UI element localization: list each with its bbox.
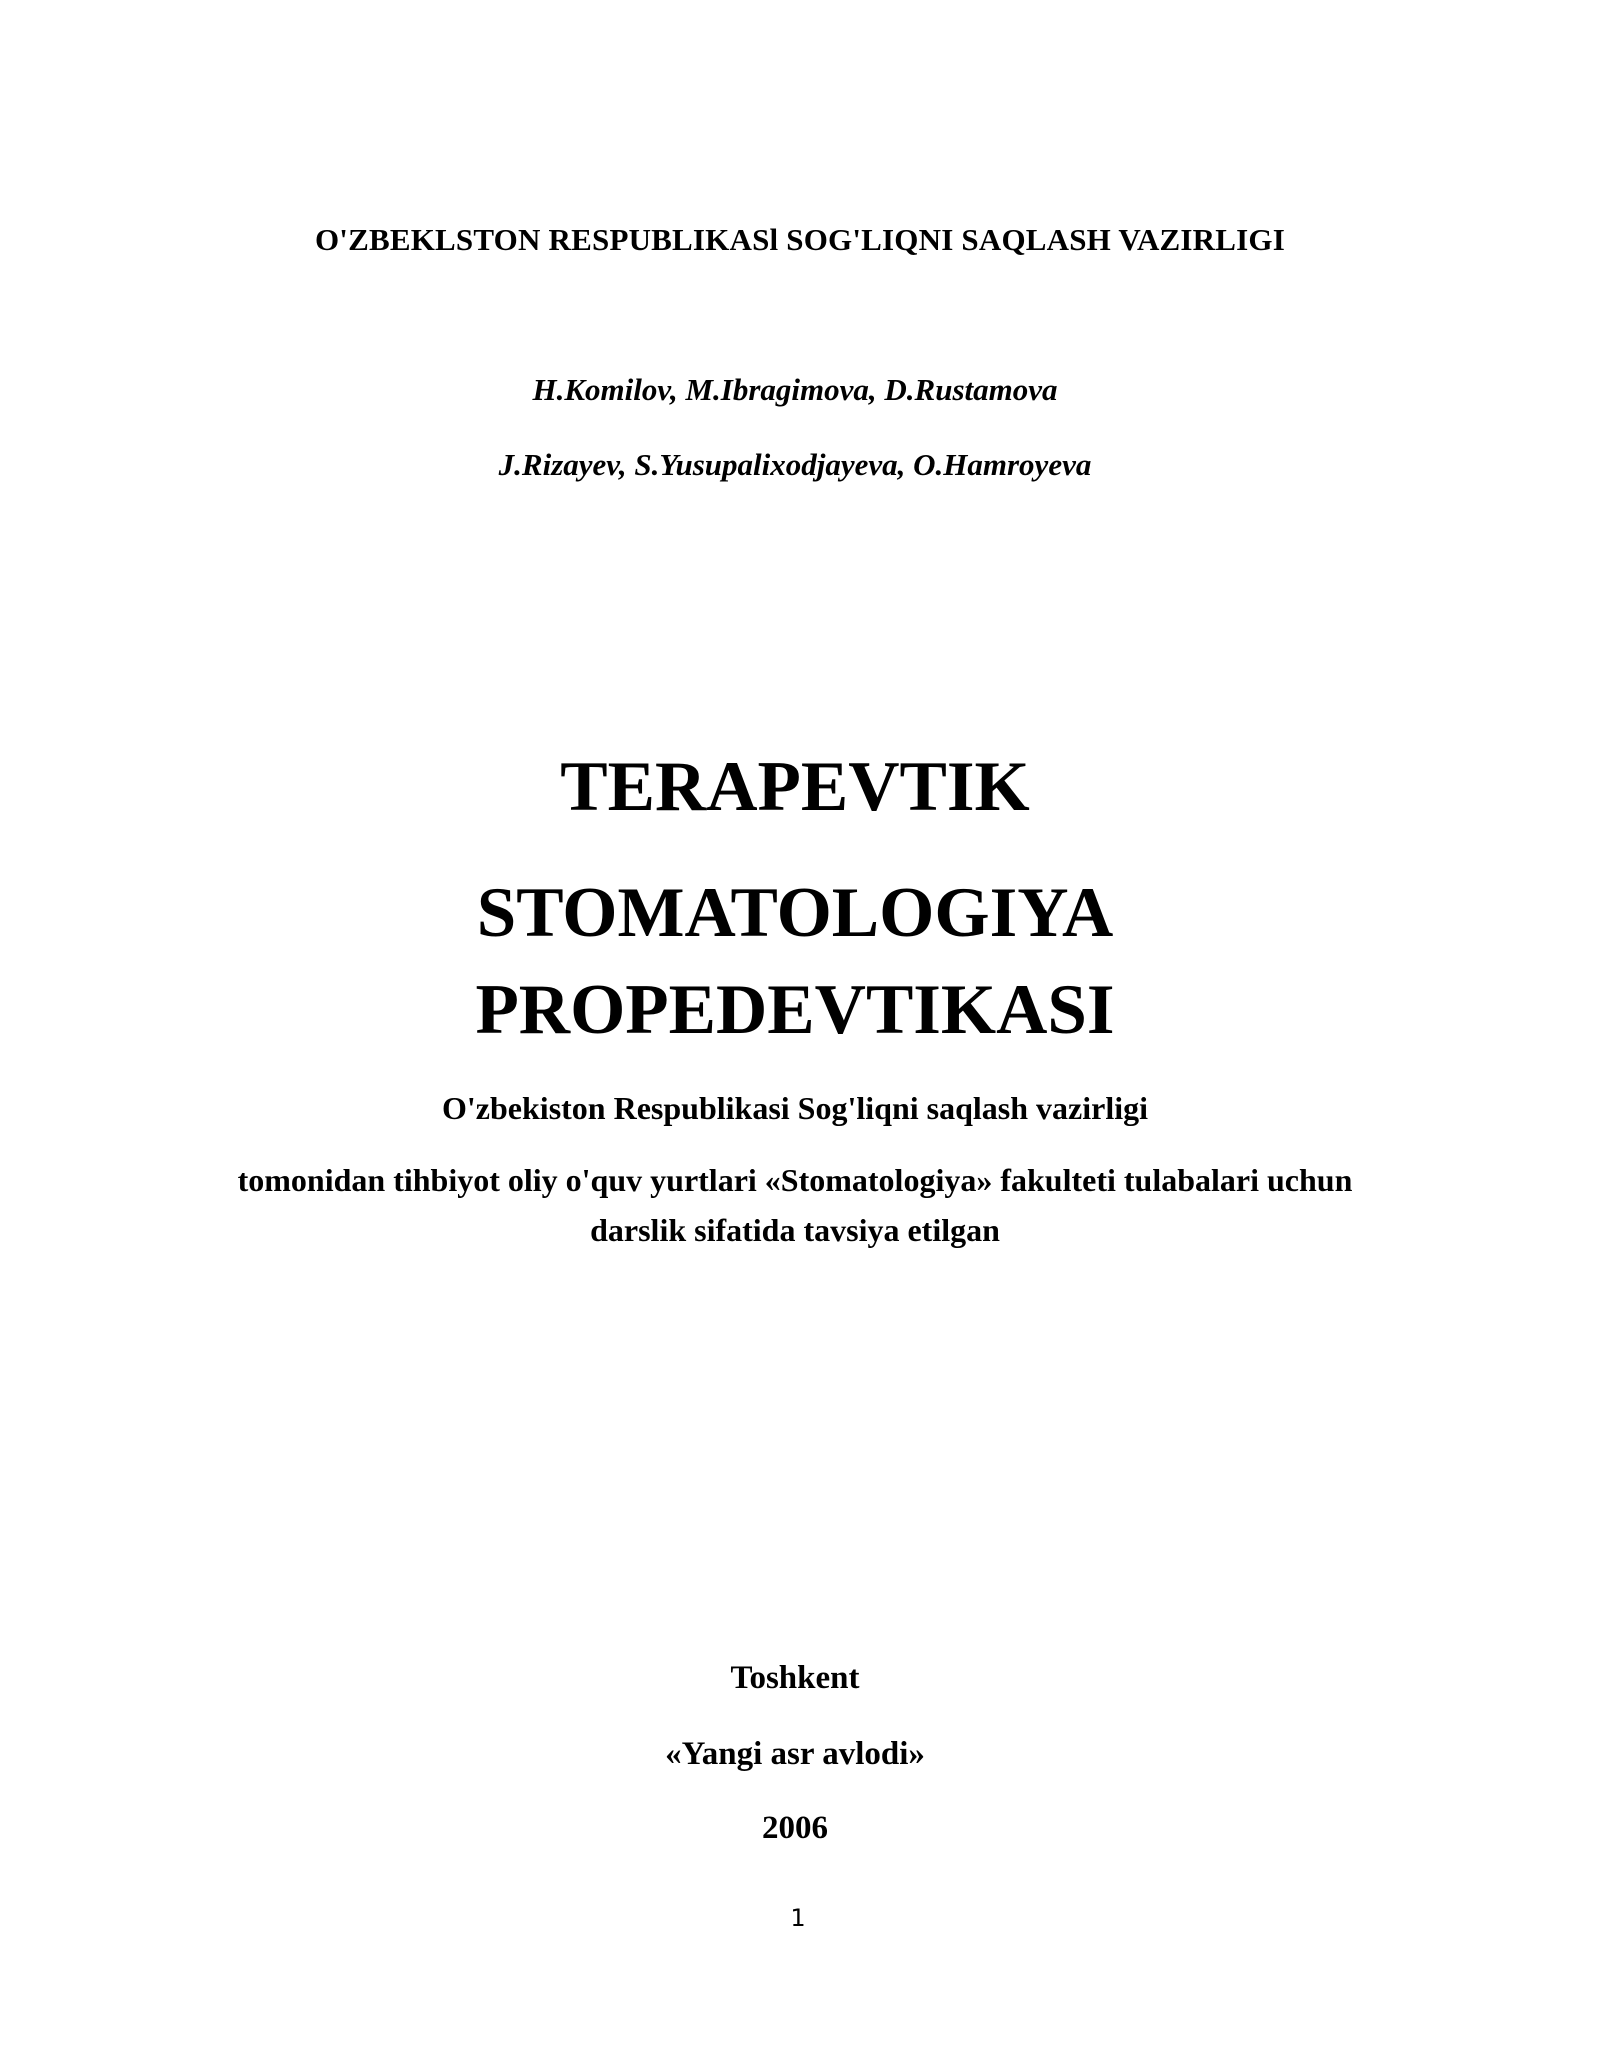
book-title-line-2: STOMATOLOGIYA xyxy=(476,874,1114,952)
authors-line-2: J.Rizayev, S.Yusupalixodjayeva, O.Hamroyeva xyxy=(498,447,1092,482)
page-number: 1 xyxy=(790,1904,806,1932)
imprint-city: Toshkent xyxy=(730,1660,860,1696)
imprint-publisher: «Yangi asr avlodi» xyxy=(665,1736,925,1772)
ministry-heading: O'ZBEKLSTON RESPUBLIKASl SOG'LIQNI SAQLASH VAZIRLIGI xyxy=(314,222,1285,257)
book-title-line-1: TERAPEVTIK xyxy=(560,748,1030,826)
authors-line-1: H.Komilov, M.Ibragimova, D.Rustamova xyxy=(532,372,1058,407)
approval-note-line-3: darslik sifatida tavsiya etilgan xyxy=(590,1212,1000,1248)
imprint-year: 2006 xyxy=(762,1810,828,1846)
approval-note-line-1: O'zbekiston Respublikasi Sog'liqni saqlash vazirligi xyxy=(442,1090,1148,1126)
approval-note-line-2: tomonidan tihbiyot oliy o'quv yurtlari «Stomatologiya» fakulteti tulabalari uchun xyxy=(237,1162,1353,1198)
book-title-line-3: PROPEDEVTIKASI xyxy=(475,971,1115,1049)
